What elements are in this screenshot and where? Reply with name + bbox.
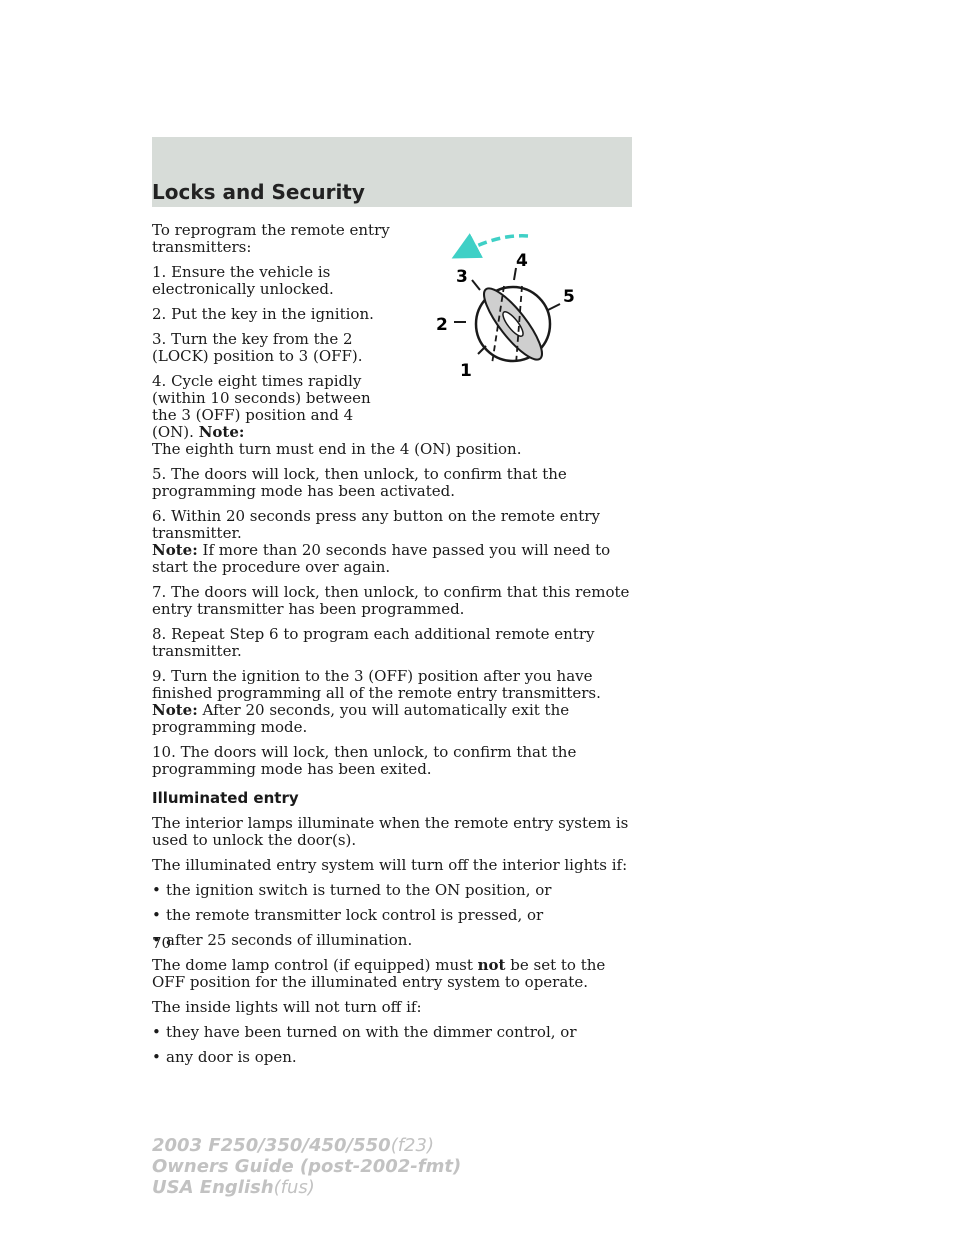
position-label-5: 5 [563,287,575,307]
position-label-1: 1 [460,361,472,381]
step-5: 5. The doors will lock, then unlock, to confirm that the programming mode has been activated. [152,465,567,500]
list-item: • after 25 seconds of illumination. [152,932,632,949]
page-number: 70 [152,934,172,952]
list-item: • the remote transmitter lock control is pressed, or [152,907,632,924]
step-2: 2. Put the key in the ignition. [152,305,374,323]
footer-line-2: Owners Guide (post-2002-fmt) [152,1156,462,1177]
step-6: 6. Within 20 seconds press any button on the remote entry transmitter. Note: If more than 20 seconds have passed you will need to start the procedure over again. [152,507,611,576]
position-label-2: 2 [436,315,448,335]
illuminated-p1: The interior lamps illuminate when the remote entry system is used to unlock the door(s). [152,814,629,849]
illuminated-p3: The dome lamp control (if equipped) must not be set to the OFF position for the illuminated entry system to operate. [152,956,606,991]
page-content [152,222,632,1074]
position-label-3: 3 [456,267,468,287]
illuminated-entry-heading: Illuminated entry [152,789,299,807]
step-9: 9. Turn the ignition to the 3 (OFF) position after you have finished programming all of the remote entry transmitters. Note: After 20 seconds, you will automatically exit the programming mode. [152,667,601,736]
position-label-4: 4 [516,251,528,271]
illuminated-p4: The inside lights will not turn off if: [152,998,422,1016]
footer-line-1: 2003 F250/350/450/550(f23) [152,1135,434,1156]
step-1: 1. Ensure the vehicle is electronically unlocked. [152,263,334,298]
section-title: Locks and Security [152,180,365,204]
step-7: 7. The doors will lock, then unlock, to confirm that this remote entry transmitter has been programmed. [152,583,630,618]
list-item: • any door is open. [152,1049,632,1066]
step-3: 3. Turn the key from the 2 (LOCK) position to 3 (OFF). [152,330,363,365]
step-4: 4. Cycle eight times rapidly (within 10 seconds) between the 3 (OFF) position and 4 (ON). Note: The eighth turn must end in the 4 (ON) position. [152,372,522,458]
step-10: 10. The doors will lock, then unlock, to confirm that the programming mode has been exited. [152,743,577,778]
illuminated-p2: The illuminated entry system will turn off the interior lights if: [152,856,628,874]
list-item: • they have been turned on with the dimmer control, or [152,1024,632,1041]
document-footer [152,1135,461,1198]
step-8: 8. Repeat Step 6 to program each additional remote entry transmitter. [152,625,595,660]
footer-line-3: USA English(fus) [152,1177,315,1198]
list-item: • the ignition switch is turned to the ON position, or [152,882,632,899]
intro-text: To reprogram the remote entry transmitters: [152,221,390,256]
